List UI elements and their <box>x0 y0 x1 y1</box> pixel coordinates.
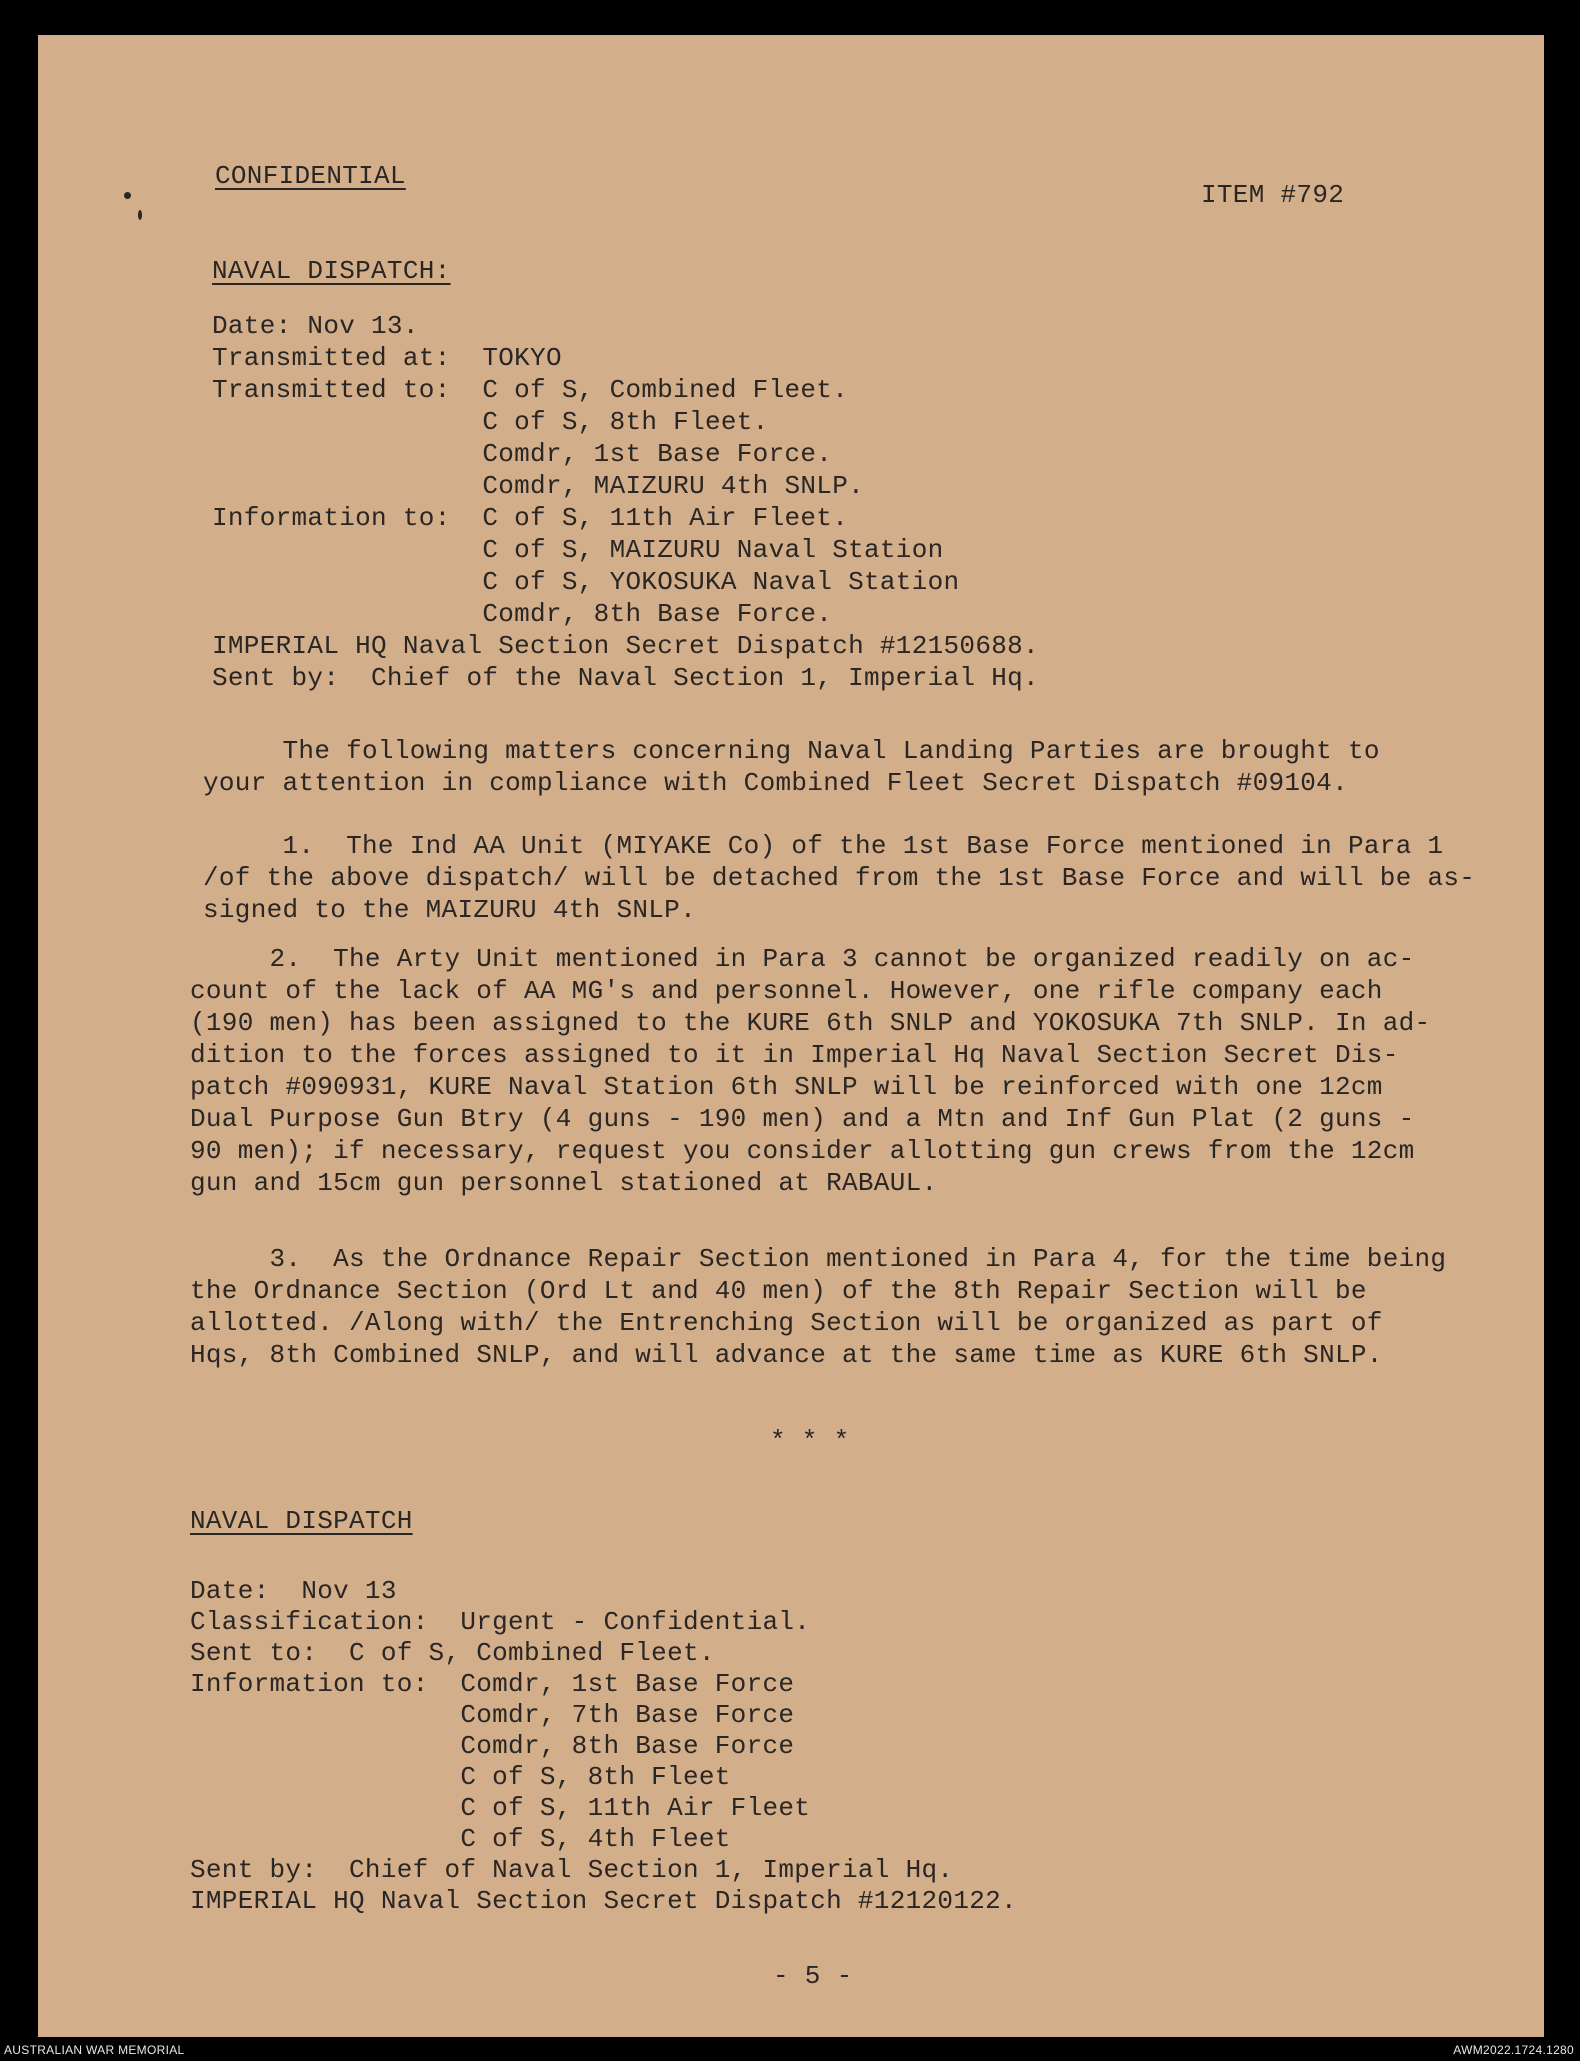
dispatch-2-line: Classification: Urgent - Confidential. <box>190 1607 811 1637</box>
paragraph-line: (190 men) has been assigned to the KURE 6th SNLP and YOKOSUKA 7th SNLP. In ad- <box>190 1008 1431 1038</box>
page-number: - 5 - <box>773 1961 853 1991</box>
dispatch-1-line: C of S, 8th Fleet. <box>212 407 769 437</box>
dispatch-2-line: Date: Nov 13 <box>190 1576 397 1606</box>
paragraph-line: 3. As the Ordnance Repair Section mentioned in Para 4, for the time being <box>190 1244 1447 1274</box>
dispatch-1-line: Date: Nov 13. <box>212 311 419 341</box>
dispatch-1-line: C of S, MAIZURU Naval Station <box>212 535 944 565</box>
dispatch-2-line: Information to: Comdr, 1st Base Force <box>190 1669 795 1699</box>
document-page <box>38 35 1544 2037</box>
paragraph-line: allotted. /Along with/ the Entrenching Section will be organized as part of <box>190 1308 1383 1338</box>
dispatch-2-line: C of S, 11th Air Fleet <box>190 1793 811 1823</box>
archive-reference: AWM2022.1724.1280 <box>1453 2043 1574 2057</box>
paragraph-line: Hqs, 8th Combined SNLP, and will advance at the same time as KURE 6th SNLP. <box>190 1340 1383 1370</box>
dispatch-2-line: C of S, 8th Fleet <box>190 1762 731 1792</box>
paragraph-line: your attention in compliance with Combined Fleet Secret Dispatch #09104. <box>203 768 1348 798</box>
dispatch-2-line: IMPERIAL HQ Naval Section Secret Dispatch #12120122. <box>190 1886 1017 1916</box>
section-separator: * * * <box>770 1426 850 1456</box>
dispatch-1-line: Comdr, 8th Base Force. <box>212 599 833 629</box>
dispatch-2-line: Sent to: C of S, Combined Fleet. <box>190 1638 715 1668</box>
paragraph-line: patch #090931, KURE Naval Station 6th SNLP will be reinforced with one 12cm <box>190 1072 1383 1102</box>
dispatch-2-line: Comdr, 8th Base Force <box>190 1731 795 1761</box>
paragraph-line: 1. The Ind AA Unit (MIYAKE Co) of the 1st Base Force mentioned in Para 1 <box>203 831 1444 861</box>
paragraph-line: gun and 15cm gun personnel stationed at RABAUL. <box>190 1168 938 1198</box>
paragraph-line: count of the lack of AA MG's and personnel. However, one rifle company each <box>190 976 1383 1006</box>
dispatch-1-line: Transmitted at: TOKYO <box>212 343 562 373</box>
dispatch-1-line: Sent by: Chief of the Naval Section 1, Imperial Hq. <box>212 663 1039 693</box>
paper-speck <box>124 192 131 199</box>
paragraph-line: The following matters concerning Naval Landing Parties are brought to <box>203 736 1380 766</box>
paper-speck <box>138 210 142 220</box>
paragraph-line: signed to the MAIZURU 4th SNLP. <box>203 895 696 925</box>
dispatch-2-heading: NAVAL DISPATCH <box>190 1506 413 1536</box>
paragraph-line: the Ordnance Section (Ord Lt and 40 men) of the 8th Repair Section will be <box>190 1276 1367 1306</box>
dispatch-1-line: IMPERIAL HQ Naval Section Secret Dispatch #12150688. <box>212 631 1039 661</box>
archive-credit: AUSTRALIAN WAR MEMORIAL <box>4 2043 185 2057</box>
paragraph-line: Dual Purpose Gun Btry (4 guns - 190 men) and a Mtn and Inf Gun Plat (2 guns - <box>190 1104 1415 1134</box>
classification-marking: CONFIDENTIAL <box>215 161 406 191</box>
paragraph-line: dition to the forces assigned to it in Imperial Hq Naval Section Secret Dis- <box>190 1040 1399 1070</box>
paragraph-line: /of the above dispatch/ will be detached from the 1st Base Force and will be as- <box>203 863 1476 893</box>
item-number: ITEM #792 <box>1201 180 1345 210</box>
dispatch-1-heading: NAVAL DISPATCH: <box>212 256 451 286</box>
dispatch-1-line: Comdr, MAIZURU 4th SNLP. <box>212 471 865 501</box>
dispatch-1-line: Information to: C of S, 11th Air Fleet. <box>212 503 849 533</box>
paragraph-line: 2. The Arty Unit mentioned in Para 3 cannot be organized readily on ac- <box>190 944 1415 974</box>
dispatch-1-line: C of S, YOKOSUKA Naval Station <box>212 567 960 597</box>
dispatch-1-line: Comdr, 1st Base Force. <box>212 439 833 469</box>
dispatch-2-line: C of S, 4th Fleet <box>190 1824 731 1854</box>
dispatch-1-line: Transmitted to: C of S, Combined Fleet. <box>212 375 849 405</box>
dispatch-2-line: Sent by: Chief of Naval Section 1, Imperial Hq. <box>190 1855 954 1885</box>
paragraph-line: 90 men); if necessary, request you consider allotting gun crews from the 12cm <box>190 1136 1415 1166</box>
dispatch-2-line: Comdr, 7th Base Force <box>190 1700 795 1730</box>
